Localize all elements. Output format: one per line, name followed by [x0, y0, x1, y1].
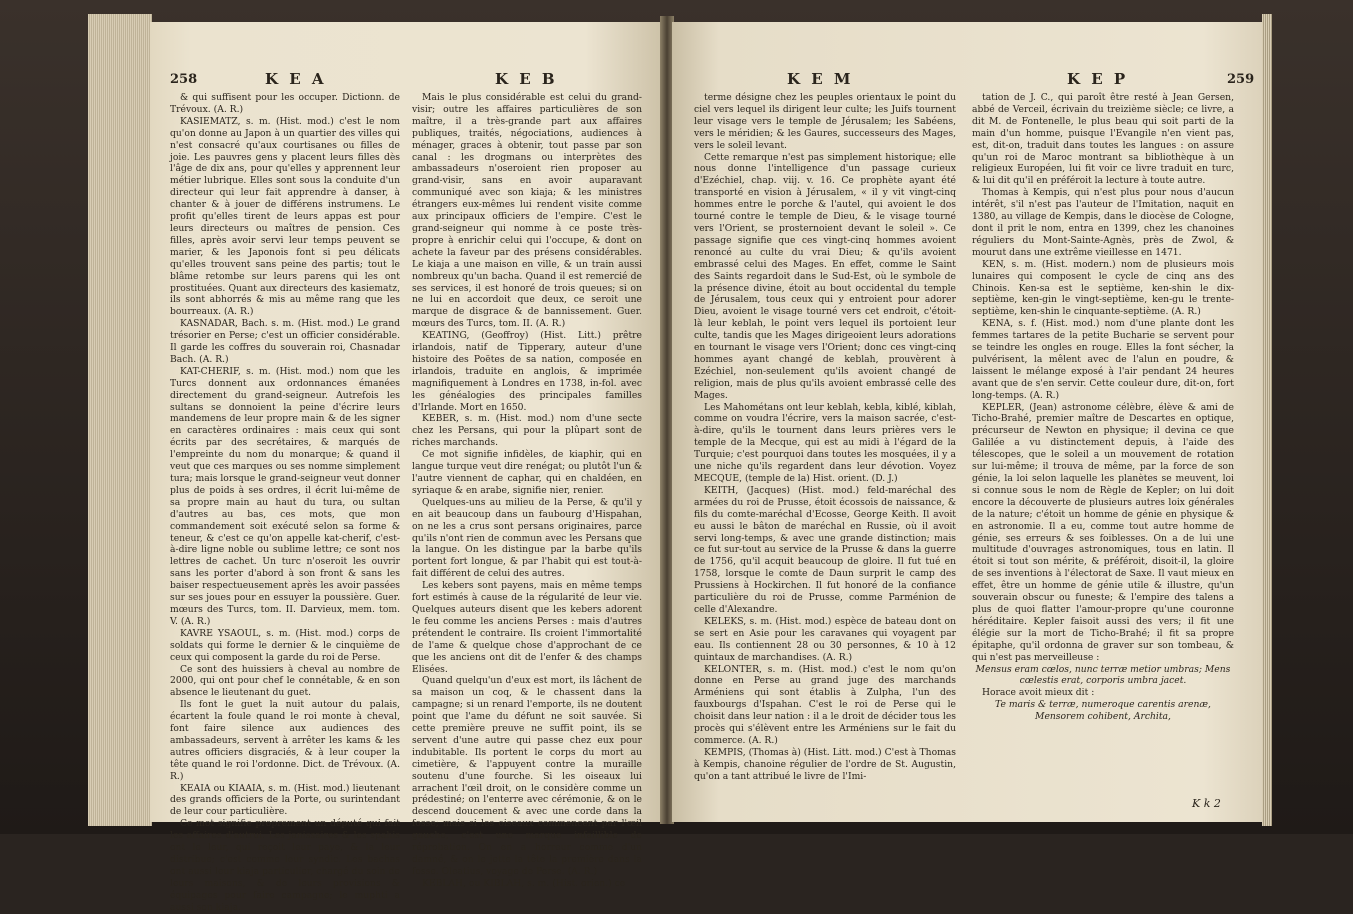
paragraph: Horace avoit mieux dit : [982, 687, 1095, 699]
paragraph: KASIEMATZ, s. m. (Hist. mod.) c'est le nom qu'on donne au Japon à un quartier des villes qui n'est consacré qu'aux courtisanes ou filles de joie. Les pauvres gens y placent leurs filles dès l'âge de dix ans, pour qu'elles y apprennent leur métier lubrique. Elles sont sous la conduite d'un directeur qui leur fait apprendre à danser, à chanter & à jouer de différens instrumens. Le profit qu'elles tirent de leurs appas est pour leurs directeurs ou maîtres de pension. Ces filles, après avoir servi leur temps peuvent se marier, & les Japonois font si peu délicats qu'elles trouvent sans peine des partis; tout le blâme retombe sur leurs parens qui les ont prostituées. Quant aux directeurs des kasiematz, ils sont abhorrés & mis au même rang que les bourreaux. (A. R.) [170, 115, 400, 318]
paragraph: Quelques-uns au milieu de la Perse, & qu'il y en ait beaucoup dans un faubourg d'Hispahan, on ne les a crus sont persans originaires, parce qu'ils n'ont rien de commun avec les Persans que la langue. On les distingue par la barbe qu'ils portent fort longue, & par l'habit qui est tout-à-fait différent de celui des autres. [412, 496, 642, 580]
signature-mark: K k 2 [1192, 797, 1221, 810]
page-edges-left [88, 14, 152, 826]
paragraph: KEATING, (Geoffroy) (Hist. Litt.) prêtre irlandois, natif de Tipperary, auteur d'une histoire des Poëtes de sa nation, composée en irlandois, traduite en anglois, & imprimée magnifiquement à Londres en 1738, in-fol. avec les généalogies des principales familles d'Irlande. Mort en 1650. [412, 330, 642, 413]
paragraph: Mais le plus considérable est celui du grand-visir; outre les affaires particulières de son maître, il a très-grande part aux affaires publiques, traités, négociations, audiences à ménager, graces à obtenir, tout passe par son canal : les drogmans ou interprètes des ambassadeurs n'oseroient rien proposer au grand-visir, sans en avoir auparavant communiqué avec son kiaja; & les ministres étrangers eux-mêmes lui rendent visite comme aux principaux officiers de l'empire. C'est le grand-seigneur qui nomme à ce poste très-propre à enrichir celui qui l'occupe, & dont on achete la faveur par des présens considérables. Le kiaja a une maison en ville, & un train aussi nombreux qu'un bacha. Quand il est remercié de ses services, il est honoré de trois queues; si on ne lui en accordoit que deux, ce seroit une marque de disgrace & de bannissement. Guer. mœurs des Turcs, tom. II. (A. R.) [412, 92, 642, 330]
running-head-left-col2: K E B [495, 70, 558, 88]
paragraph: KEITH, (Jacques) (Hist. mod.) feld-maréchal des armées du roi de Prusse, étoit écossois de naissance, & fils du comte-maréchal d'Ecosse, George Keith. Il avoit eu aussi le bâton de maréchal en Russie, où il avoit servi long-temps, & avec une grande distinction; mais ce fut sur-tout au service de la Prusse & dans la guerre de 1756, qu'il acquit beaucoup de gloire. Il fut tué en 1758, lorsque le comte de Daun surprit le camp des Prussiens à Hockirchen. Il fut honoré de la confiance particulière du roi de Prusse, comme Parménion de celle d'Alexandre. [694, 484, 956, 615]
paragraph: terme désigne chez les peuples orientaux le point du ciel vers lequel ils dirigent leur culte; les Juifs tournent leur visage vers le temple de Jérusalem; les Sabéens, vers le méridien; & les Gaures, successeurs des Mages, vers le soleil levant. [694, 92, 956, 151]
paragraph: Te maris & terræ, numeroque carentis arenæ, Mensorem cohibent, Archita, [995, 699, 1211, 723]
paragraph: Les Mahométans ont leur keblah, kebla, kiblé, kiblah, comme on voudra l'écrire, vers la maison sacrée, c'est-à-dire, qu'ils le tournent dans leurs prières vers le temple de la Mecque, qui est au midi à l'égard de la Turquie; c'est pourquoi dans toutes les mosquées, il y a une niche qu'ils regardent dans leur dévotion. Voyez MECQUE, (temple de la) Hist. orient. (D. J.) [694, 401, 956, 484]
paragraph: Ce mot signifie proprement un député qui fait les affaires d'autrui. Les janissaires & les spahis ont le leur, qui reçoit leur paye, & la leur distribue; c'est comme leur syndic. Les bachas ont aussi leur kiaja particulier, chargé du soin de leurs maisons, & de leurs provisions & équipages pour faire campagne; le muphti a aussi son kiaja. [170, 818, 400, 913]
paragraph: Les kebers sont payens, mais en même temps fort estimés à cause de la régularité de leur vie. Quelques auteurs disent que les kebers adorent le feu comme les anciens Perses : mais d'autres prétendent le contraire. Ils croient l'immortalité de l'ame & quelque chose d'approchant de ce que les anciens ont dit de l'enfer & des champs Elisées. [412, 580, 642, 675]
paragraph: KELONTER, s. m. (Hist. mod.) c'est le nom qu'on donne en Perse au grand juge des marchands Arméniens qui sont établis à Zulpha, l'un des fauxbourgs d'Ispahan. C'est le roi de Perse qui le choisit dans leur nation : il a le droit de décider tous les procès qui s'élèvent entre les Arméniens sur le fait du commerce. (A. R.) [694, 663, 956, 746]
left-page [150, 22, 662, 913]
right-page-column-1 [694, 92, 956, 783]
paragraph: KAT-CHERIF, s. m. (Hist. mod.) nom que les Turcs donnent aux ordonnances émanées directement du grand-seigneur. Autrefois les sultans se donnoient la peine d'écrire leurs mandemens de leur propre main & de les signer en caractères ordinaires : mais ceux qui sont écrits par des secrétaires, & marqués de l'empreinte du nom du monarque; & quand il veut que ces marques ou ses nomme simplement tura; mais lorsque le grand-seigneur veut donner plus de poids à ses ordres, il écrit lui-même de sa propre main au haut du tura, ou sultan d'autres au bas, ces mots, que mon commandement soit exécuté selon sa forme & teneur, & c'est ce qu'on appelle kat-cherif, c'est-à-dire ligne noble ou sublime lettre; ce sont nos lettres de cachet. Un turc n'oseroit les ouvrir sans les porter d'abord à son front & sans les baiser respectueusement après les avoir passées sur ses joues pour en essuyer la poussière. Guer. mœurs des Turcs, tom. II. Darvieux, mem. tom. V. (A. R.) [170, 365, 400, 627]
left-page-column-1 [170, 92, 400, 914]
right-page [672, 22, 1262, 822]
paragraph: KEAIA ou KIAAIA, s. m. (Hist. mod.) lieutenant des grands officiers de la Porte, ou surintendant de leur cour particulière. [170, 782, 400, 818]
paragraph: KEBLAH, ou KIBLAH, s. m. (Hist. orien.) ce [422, 877, 626, 889]
running-head-left-col1: K E A [265, 70, 327, 88]
paragraph: KEN, s. m. (Hist. modern.) nom de plusieurs mois lunaires qui composent le cycle de cinq ans des Chinois. Ken-sa est le septième, ken-shin le dix-septième, ken-gin le vingt-septième, ken-gu le trente-septième, ken-shin le cinquante-septième. (A. R.) [972, 258, 1234, 318]
running-head-right-col1: K E M [787, 70, 854, 88]
paragraph: Ce sont des huissiers à cheval au nombre de 2000, qui ont pour chef le connétable, & en son absence le lieutenant du guet. [170, 663, 400, 699]
paragraph: Mensus eram cœlos, nunc terræ metior umbras; Mens cœlestis erat, corporis umbra jacet. [975, 663, 1231, 687]
page-edges-right [1262, 14, 1272, 826]
running-head-right-col2: K E P [1067, 70, 1129, 88]
paragraph: Quand quelqu'un d'eux est mort, ils lâchent de sa maison un coq, & le chassent dans la campagne; si un renard l'emporte, ils ne doutent point que l'ame du défunt ne soit sauvée. Si cette première preuve ne suffit point, ils se servent d'une autre qui passe chez eux pour indubitable. Ils portent le corps du mort au cimetière, & l'appuyent contre la muraille soutenu d'une fourche. Si les oiseaux lui arrachent l'œil droit, on le considère comme un prédestiné; on l'enterre avec cérémonie, & on le descend doucement & avec une corde dans la fosse; mais si les oiseaux commencent par l'œil gauche, c'est une marque infaillible de réprobation. On en a horreur comme d'un damné, & on le jette la tête la première dans la fosse. Oleatius, voyage de Perse. (A. R.) [412, 675, 642, 877]
left-page-column-2 [412, 92, 642, 890]
paragraph: Cette remarque n'est pas simplement historique; elle nous donne l'intelligence d'un passage curieux d'Ezéchiel, chap. viij. v. 16. Ce prophète ayant été transporté en vision à Jérusalem, « il y vit vingt-cinq hommes entre le porche & l'autel, qui avoient le dos tourné contre le temple de Dieu, & le visage tourné vers l'Orient, se prosternoient devant le soleil ». Ce passage signifie que ces vingt-cinq hommes avoient renoncé au culte du vrai Dieu; & qu'ils avoient embrassé celui des Mages. En effet, comme le Saint des Saints regardoit dans le Sud-Est, où le symbole de la présence divine, étoit au bout occidental du temple de Jérusalem, tous ceux qui y entroient pour adorer Dieu, avoient le visage tourné vers cet endroit, c'étoit-là leur keblah, le point vers lequel ils portoient leur culte, tandis que les Mages dirigeoient leurs adorations en tournant le visage vers l'Orient; donc ces vingt-cinq hommes ayant changé de keblah, prouvèrent à Ezéchiel, non-seulement qu'ils avoient changé de religion, mais de plus qu'ils avoient embrassé celle des Mages. [694, 151, 956, 401]
paragraph: KELEKS, s. m. (Hist. mod.) espèce de bateau dont on se sert en Asie pour les caravanes qui voyagent par eau. Ils contiennent 28 ou 30 personnes, & 10 à 12 quintaux de marchandises. (A. R.) [694, 615, 956, 663]
page-number-left: 258 [170, 72, 198, 87]
paragraph: KENA, s. f. (Hist. mod.) nom d'une plante dont les femmes tartares de la petite Bucharie se servent pour se teindre les ongles en rouge. Elles la font sécher, la pulvérisent, la mêlent avec de l'alun en poudre, & laissent le mélange exposé à l'air pendant 24 heures avant que de s'en servir. Cette couleur dure, dit-on, fort long-temps. (A. R.) [972, 318, 1234, 401]
paragraph: KASNADAR, Bach. s. m. (Hist. mod.) Le grand trésorier en Perse; c'est un officier considérable. Il garde les coffres du souverain roi, Chasnadar Bach. (A. R.) [170, 318, 400, 365]
paragraph: Ce mot signifie infidèles, de kiaphir, qui en langue turque veut dire renégat; ou plutôt l'un & l'autre viennent de caphar, qui en chaldéen, en syriaque & en arabe, signifie nier, renier. [412, 449, 642, 496]
right-page-column-2 [972, 92, 1234, 723]
paragraph: & qui suffisent pour les occuper. Dictionn. de Trévoux. (A. R.) [170, 92, 400, 115]
paragraph: Ils font le guet la nuit autour du palais, écartent la foule quand le roi monte à cheval, font faire silence aux audiences des ambassadeurs, servent à arrêter les kams & les autres officiers disgraciés, & à leur couper la tête quand le roi l'ordonne. Dict. de Trévoux. (A. R.) [170, 699, 400, 782]
paragraph: KEMPIS, (Thomas à) (Hist. Litt. mod.) C'est à Thomas à Kempis, chanoine régulier de l'ordre de St. Augustin, qu'on a tant attribué le livre de l'Imi- [694, 746, 956, 782]
paragraph: KEBER, s. m. (Hist. mod.) nom d'une secte chez les Persans, qui pour la plûpart sont de riches marchands. [412, 413, 642, 449]
paragraph: KEPLER, (Jean) astronome célèbre, élève & ami de Ticho-Brahé, premier maître de Descartes en optique, précurseur de Newton en physique; il devina ce que Galilée a vu distinctement depuis, à l'aide des télescopes, que le soleil a un mouvement de rotation sur lui-même; il trouva de même, par la force de son génie, la loi selon laquelle les planètes se meuvent, loi si connue sous le nom de Règle de Kepler; on lui doit encore la découverte de plusieurs autres loix générales de la nature; c'étoit un homme de génie en physique & en astronomie. Il a eu, comme tout autre homme de génie, ses erreurs & ses foiblesses. On a de lui une multitude d'ouvrages astronomiques, tous en latin. Il étoit si tout son mérite, & préféroit, disoit-il, la gloire de ses inventions à l'électorat de Saxe. Il vaut mieux en effet, être un homme de génie utile & illustre, qu'un souverain obscur ou funeste; & l'empire des talens a plus de quoi flatter l'amour-propre qu'une couronne héréditaire. Kepler faisoit aussi des vers; il fit une élégie sur la mort de Ticho-Brahé; il fit sa propre épitaphe, qu'il ordonna de graver sur son tombeau, & qui n'est pas merveilleuse : [972, 401, 1234, 663]
page-number-right: 259 [1227, 72, 1255, 87]
paragraph: KAVRE YSAOUL, s. m. (Hist. mod.) corps de soldats qui forme le dernier & le cinquième de ceux qui composent la garde du roi de Perse. [170, 627, 400, 663]
paragraph: tation de J. C., qui paroît être resté à Jean Gersen, abbé de Verceil, écrivain du treizième siècle; ce livre, a dit M. de Fontenelle, le plus beau qui soit parti de la main d'un homme, puisque l'Evangile n'en vient pas, est, dit-on, traduit dans toutes les langues : on assure qu'un roi de Maroc montrant sa bibliothèque à un religieux Européen, lui fit voir ce livre traduit en turc, & lui dit qu'il en préféroit la lecture à toute autre. [972, 92, 1234, 187]
paragraph: Thomas à Kempis, qui n'est plus pour nous d'aucun intérêt, s'il n'est pas l'auteur de l'Imitation, naquit en 1380, au village de Kempis, dans le diocèse de Cologne, dont il prit le nom, entra en 1399, chez les chanoines réguliers du Mont-Sainte-Agnès, près de Zwol, & mourut dans une extrême vieillesse en 1471. [972, 187, 1234, 258]
